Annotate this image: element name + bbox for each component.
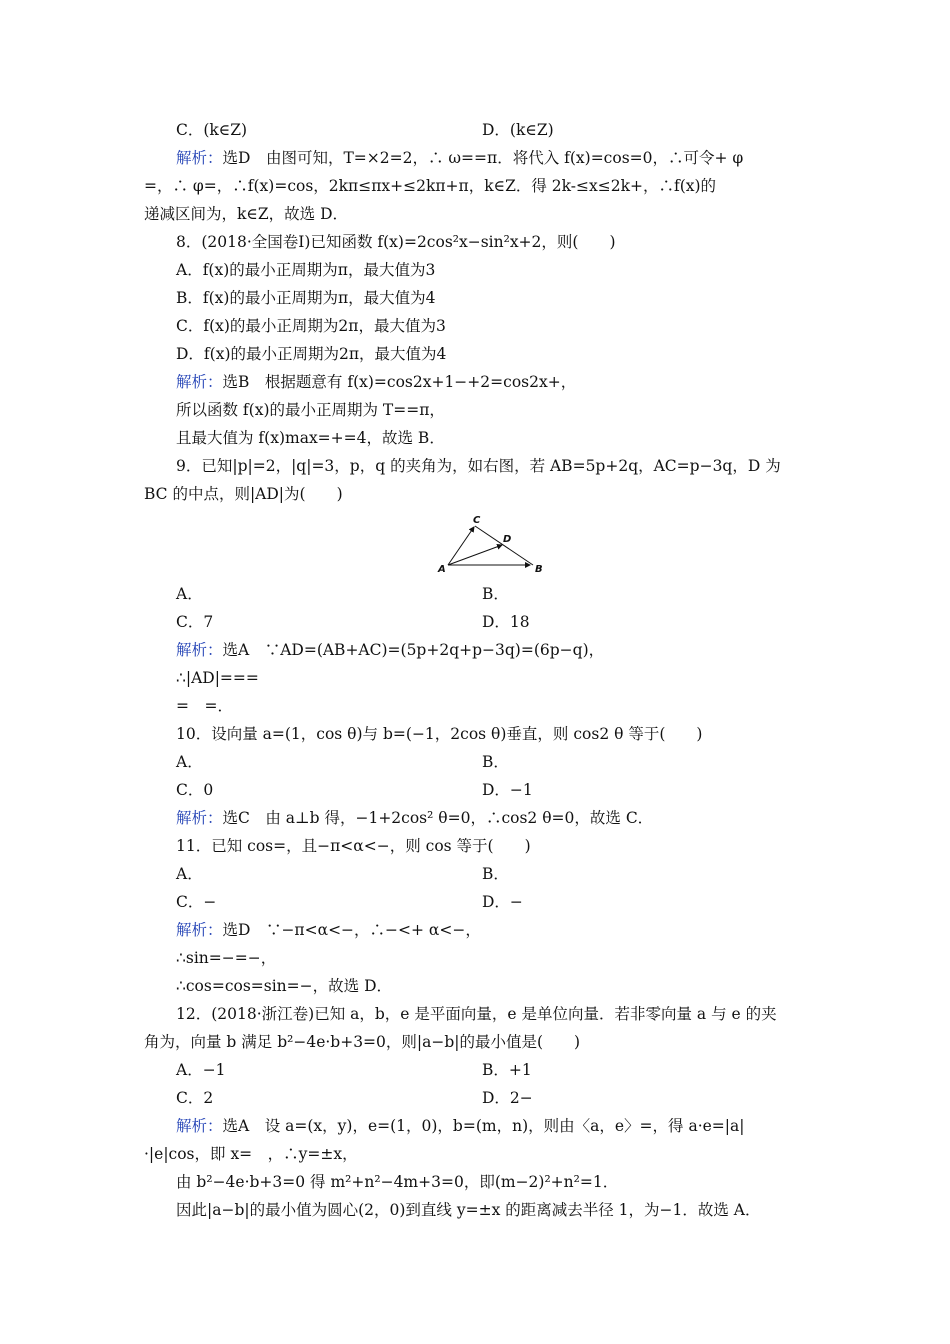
text-segment: D．− xyxy=(482,893,523,911)
text-segment: 11．已知 cos=，且−π<α<−，则 cos 等于( ) xyxy=(176,837,531,855)
text-segment: ∴|AD|=== xyxy=(176,669,259,687)
text-line xyxy=(176,120,247,140)
label-c: C xyxy=(473,515,481,526)
text-segment: A．−1 xyxy=(176,1061,226,1079)
text-segment: B． xyxy=(482,585,509,603)
text-segment: BC 的中点，则|AD|为( ) xyxy=(144,485,343,503)
text-line xyxy=(176,1116,744,1136)
text-segment: ∴sin=−=−， xyxy=(176,949,277,967)
vector-triangle-figure xyxy=(436,512,548,576)
text-segment: 选D 由图可知，T=×2=2，∴ ω==π．将代入 f(x)=cos=0，∴可令+ φ xyxy=(222,149,744,167)
text-segment: 选D ∵−π<α<−，∴−<+ α<−， xyxy=(222,921,481,939)
text-segment: 且最大值为 f(x)max=+=4，故选 B． xyxy=(176,429,445,447)
text-line xyxy=(176,612,213,632)
text-segment: D．f(x)的最小正周期为2π，最大值为4 xyxy=(176,345,447,363)
text-segment: D．2− xyxy=(482,1089,533,1107)
text-segment: = =． xyxy=(176,697,233,715)
text-line xyxy=(176,316,446,336)
triangle-diagram xyxy=(436,512,548,576)
solution-label: 解析： xyxy=(176,373,223,391)
text-segment: 所以函数 f(x)的最小正周期为 T==π， xyxy=(176,401,445,419)
text-segment: 选A ∵AD=(AB+AC)=(5p+2q+p−3q)=(6p−q)， xyxy=(222,641,605,659)
text-line xyxy=(176,372,576,392)
text-line xyxy=(176,1060,226,1080)
solution-label: 解析： xyxy=(176,1117,223,1135)
text-line xyxy=(176,976,392,996)
text-line xyxy=(482,780,533,800)
text-segment: 因此|a−b|的最小值为圆心(2，0)到直线 y=±x 的距离减去半径 1，为−1．故选 A． xyxy=(176,1201,761,1219)
text-segment: 8．(2018·全国卷Ⅰ)已知函数 f(x)=2cos²x−sin²x+2，则( ) xyxy=(176,233,616,251)
text-line xyxy=(176,428,445,448)
text-line xyxy=(482,1060,532,1080)
text-segment: 选C 由 a⊥b 得，−1+2cos² θ=0，∴cos2 θ=0，故选 C． xyxy=(222,809,654,827)
text-line xyxy=(176,808,653,828)
text-line xyxy=(176,920,481,940)
text-line xyxy=(482,864,509,884)
text-line xyxy=(482,612,530,632)
text-line xyxy=(144,1032,580,1052)
text-segment: C．f(x)的最小正周期为2π，最大值为3 xyxy=(176,317,446,335)
text-line xyxy=(482,752,509,772)
text-line xyxy=(176,948,276,968)
label-d: D xyxy=(503,534,512,545)
text-segment: B．+1 xyxy=(482,1061,532,1079)
text-line xyxy=(176,260,435,280)
text-segment: B． xyxy=(482,865,509,883)
text-segment: 10．设向量 a=(1，cos θ)与 b=(−1，2cos θ)垂直，则 cos2 θ 等于( ) xyxy=(176,725,703,743)
text-line xyxy=(176,668,259,688)
text-segment: 12．(2018·浙江卷)已知 a，b，e 是平面向量，e 是单位向量．若非零向量 a 与 e 的夹 xyxy=(176,1005,777,1023)
text-segment: C．2 xyxy=(176,1089,214,1107)
text-line xyxy=(176,288,436,308)
solution-label: 解析： xyxy=(176,149,223,167)
text-line xyxy=(176,696,233,716)
text-segment: C．0 xyxy=(176,781,214,799)
text-segment: 由 b²−4e·b+3=0 得 m²+n²−4m+3=0，即(m−2)²+n²=1． xyxy=(176,1173,619,1191)
text-line xyxy=(176,584,203,604)
text-line xyxy=(176,1088,213,1108)
solution-label: 解析： xyxy=(176,921,223,939)
text-segment: C．7 xyxy=(176,613,214,631)
text-line xyxy=(482,892,523,912)
label-b: B xyxy=(535,564,543,575)
text-segment: A． xyxy=(176,865,203,883)
text-line xyxy=(144,204,348,224)
text-line xyxy=(482,120,554,140)
text-segment: ∴cos=cos=sin=−，故选 D． xyxy=(176,977,392,995)
text-segment: 选B 根据题意有 f(x)=cos2x+1−+2=cos2x+， xyxy=(222,373,577,391)
text-line xyxy=(176,752,203,772)
text-line xyxy=(144,1144,358,1164)
text-line xyxy=(176,148,743,168)
text-line xyxy=(176,400,445,420)
text-segment: A．f(x)的最小正周期为π，最大值为3 xyxy=(176,261,436,279)
vector-ac xyxy=(448,527,474,565)
label-a: A xyxy=(438,564,446,575)
text-line xyxy=(144,176,716,196)
text-line xyxy=(176,864,203,884)
text-segment: D．(k∈Z) xyxy=(482,121,554,139)
text-line xyxy=(176,456,781,476)
text-segment: =，∴ φ=，∴f(x)=cos，2kπ≤πx+≤2kπ+π，k∈Z．得 2k-≤x≤2k+，∴f(x)的 xyxy=(144,177,717,195)
text-segment: B．f(x)的最小正周期为π，最大值为4 xyxy=(176,289,436,307)
text-segment: 角为，向量 b 满足 b²−4e·b+3=0，则|a−b|的最小值是( ) xyxy=(144,1033,581,1051)
solution-label: 解析： xyxy=(176,809,223,827)
text-line xyxy=(176,836,531,856)
text-segment: ·|e|cos，即 x= ，∴y=±x， xyxy=(144,1145,358,1163)
text-line xyxy=(176,1200,761,1220)
text-segment: A． xyxy=(176,585,203,603)
text-line xyxy=(482,584,509,604)
text-line xyxy=(176,892,216,912)
text-line xyxy=(176,344,446,364)
text-segment: A． xyxy=(176,753,203,771)
text-line xyxy=(176,724,702,744)
text-segment: C．− xyxy=(176,893,217,911)
text-line xyxy=(176,232,616,252)
text-line xyxy=(482,1088,533,1108)
text-segment: D．18 xyxy=(482,613,530,631)
vector-ad xyxy=(448,545,502,565)
solution-label: 解析： xyxy=(176,641,223,659)
text-segment: D．−1 xyxy=(482,781,533,799)
text-line xyxy=(144,484,343,504)
text-line xyxy=(176,1172,618,1192)
text-segment: 9．已知|p|=2，|q|=3，p，q 的夹角为，如右图，若 AB=5p+2q，AC=p−3q，D 为 xyxy=(176,457,781,475)
text-line xyxy=(176,640,604,660)
text-segment: 递减区间为，k∈Z，故选 D． xyxy=(144,205,348,223)
text-segment: C．(k∈Z) xyxy=(176,121,248,139)
text-line xyxy=(176,1004,777,1024)
text-segment: B． xyxy=(482,753,509,771)
text-segment: 选A 设 a=(x，y)，e=(1，0)，b=(m，n)，则由〈a，e〉=，得 a·e=|a| xyxy=(222,1117,745,1135)
text-line xyxy=(176,780,213,800)
segment-cb xyxy=(475,526,533,565)
